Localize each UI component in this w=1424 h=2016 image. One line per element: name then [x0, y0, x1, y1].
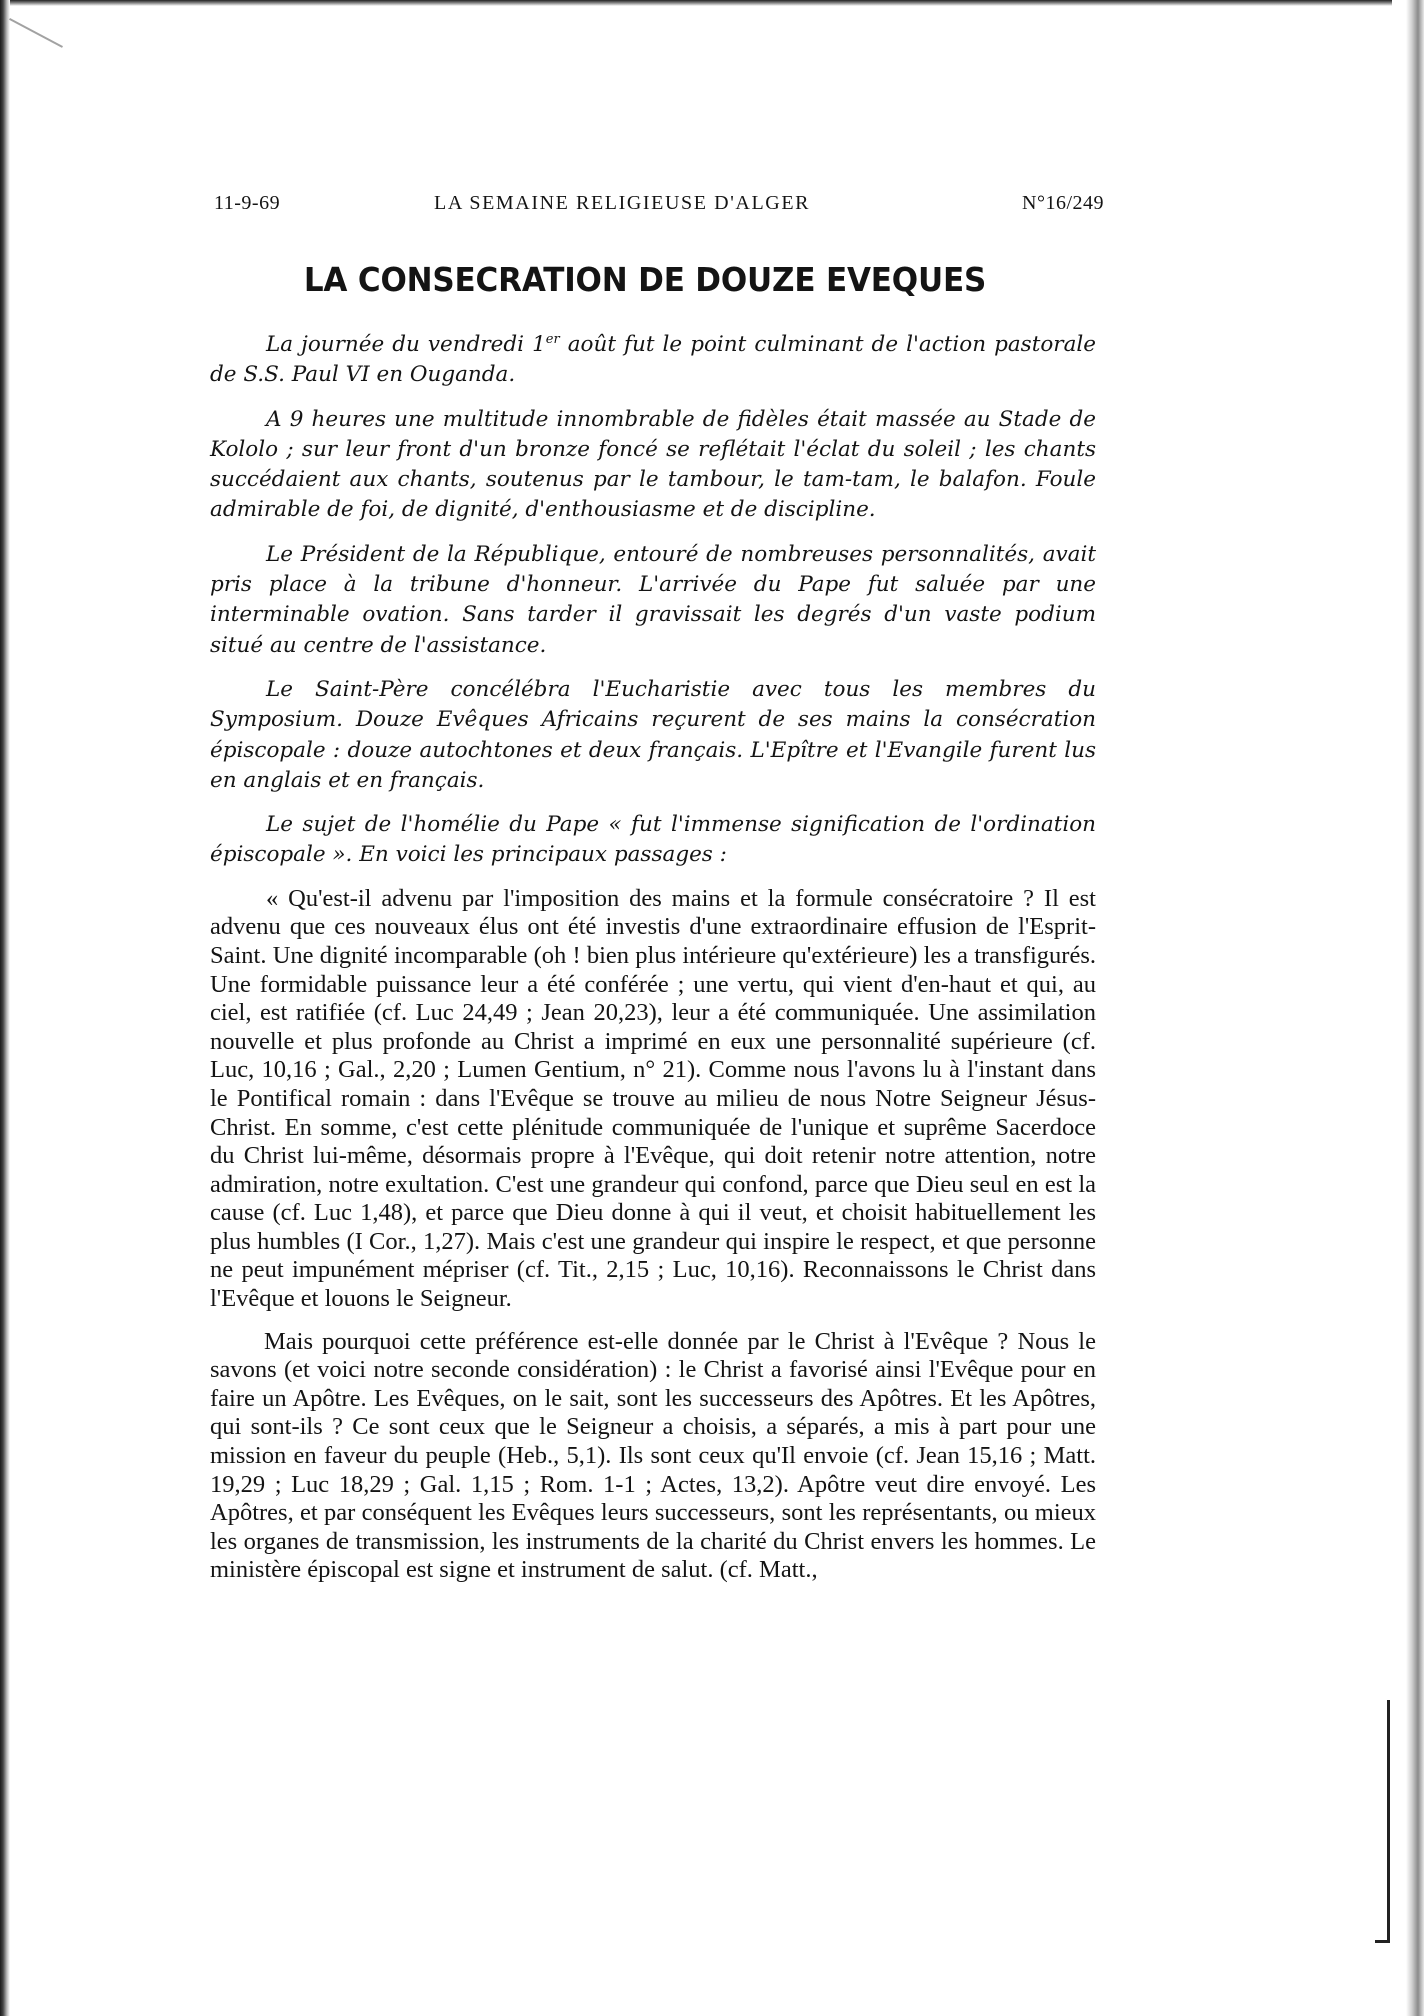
header-issue-number: N°16/249 — [1022, 192, 1104, 214]
paragraph-homelie-quote-1: « Qu'est-il advenu par l'imposition des mains et la formule consécratoire ? Il est advenu que ces nouveaux élus ont été investis d'une extraordinaire effusion de l'Esprit-Saint. Une dignité incomparable (oh ! bien plus intérieure qu'extérieure) les a transfigurés. Une formidable puissance leur a été conférée ; une vertu, qui vient d'en-haut et qui, au ciel, est ratifiée (cf. Luc 24,49 ; Jean 20,23), leur a été communiquée. Une assimilation nouvelle et plus profonde au Christ a imprimé en eux une personnalité supérieure (cf. Luc, 10,16 ; Gal., 2,20 ; Lumen Gentium, n° 21). Comme nous l'avons lu à l'instant dans le Pontifical romain : dans l'Evêque se trouve au milieu de nous Notre Seigneur Jésus-Christ. En somme, c'est cette plénitude communiquée de l'unique et suprême Sacerdoce du Christ lui-même, désormais propre à l'Evêque, qui doit retenir notre attention, notre admiration, notre exultation. C'est une grandeur qui confond, parce que Dieu seul en est la cause (cf. Luc 1,48), et parce que Dieu donne à qui il veut, et choisit habituellement les plus humbles (I Cor., 1,27). Mais c'est une grandeur qui inspire le respect, et que personne ne peut impunément mépriser (cf. Tit., 2,15 ; Luc, 10,16). Reconnaissons le Christ dans l'Evêque et louons le Seigneur. — [210, 884, 1096, 1313]
article-body — [210, 330, 1096, 1599]
paragraph-president: Le Président de la République, entouré de nombreuses personnalités, avait pris place à la tribune d'honneur. L'arrivée du Pape fut saluée par une interminable ovation. Sans tarder il gravissait les degrés d'un vaste podium situé au centre de l'assistance. — [210, 541, 1096, 658]
article-title: LA CONSECRATION DE DOUZE EVEQUES — [303, 260, 987, 299]
paragraph-stade-kololo: A 9 heures une multitude innombrable de fidèles était massée au Stade de Kololo ; sur leur front d'un bronze foncé se reflétait l'éclat du soleil ; les chants succédaient aux chants, soutenus par le tambour, le tam-tam, le balafon. Foule admirable de foi, de dignité, d'enthousiasme et de discipline. — [210, 406, 1096, 523]
paragraph-saint-pere: Le Saint-Père concélébra l'Eucharistie avec tous les membres du Symposium. Douze Evêques Africains reçurent de ses mains la consécration épiscopale : douze autochtones et deux français. L'Epître et l'Evangile furent lus en anglais et en français. — [210, 676, 1096, 793]
scan-right-edge — [1392, 0, 1424, 2016]
scan-top-edge — [0, 0, 1424, 6]
paragraph-intro-part-2: août fut le point culminant de l'action pastorale de S.S. Paul VI en Ouganda. — [210, 332, 1096, 388]
paragraph-intro — [210, 330, 1096, 391]
header-date: 11-9-69 — [214, 192, 281, 214]
superscript-er: er — [545, 331, 560, 347]
page-edge-bracket — [1375, 1700, 1390, 1943]
scan-left-edge — [0, 0, 10, 2016]
paragraph-intro-part-1: La journée du vendredi 1 — [266, 332, 546, 357]
running-header — [214, 192, 1104, 226]
paragraph-homelie-intro: Le sujet de l'homélie du Pape « fut l'immense signification de l'ordination épiscopale ». En voici les principaux passages : — [210, 812, 1096, 868]
header-publication: LA SEMAINE RELIGIEUSE D'ALGER — [434, 192, 811, 214]
paragraph-homelie-quote-2: Mais pourquoi cette préférence est-elle donnée par le Christ à l'Evêque ? Nous le savons (et voici notre seconde considération) : le Christ a favorisé ainsi l'Evêque pour en faire un Apôtre. Les Evêques, on le sait, sont les successeurs des Apôtres. Et les Apôtres, qui sont-ils ? Ce sont ceux que le Seigneur a choisis, a séparés, a mis à part pour une mission en faveur du peuple (Heb., 5,1). Ils sont ceux qu'Il envoie (cf. Jean 15,16 ; Matt. 19,29 ; Luc 18,29 ; Gal. 1,15 ; Rom. 1-1 ; Actes, 13,2). Apôtre veut dire envoyé. Les Apôtres, et par conséquent les Evêques leurs successeurs, sont les représentants, ou mieux les organes de transmission, les instruments de la charité du Christ envers les hommes. Le ministère épiscopal est signe et instrument de salut. (cf. Matt., — [210, 1327, 1096, 1584]
